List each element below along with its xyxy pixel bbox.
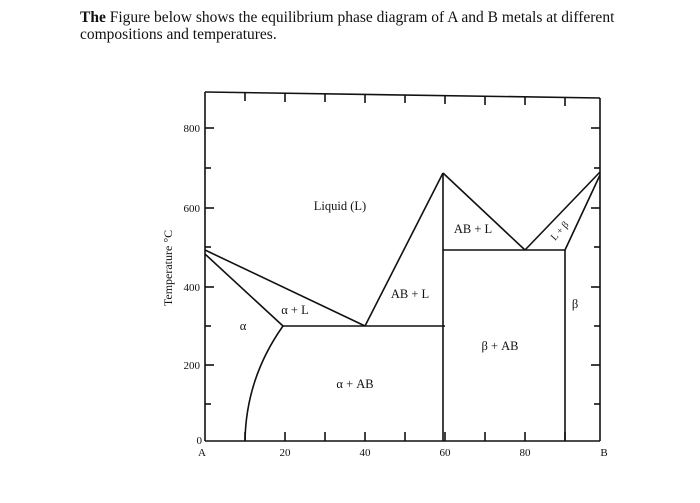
region-beta: β — [571, 297, 579, 311]
region-beta-ab: β + AB — [481, 339, 519, 353]
x-tick-label: 60 — [439, 447, 451, 459]
x-tick-label: 20 — [279, 447, 291, 459]
region-alpha-l: α + L — [281, 303, 309, 317]
y-tick-label: 0 — [196, 435, 202, 447]
solidus-alpha — [205, 254, 283, 326]
liquidus-ab-left — [365, 173, 443, 326]
region-ab-l-right: AB + L — [453, 222, 493, 236]
solidus-beta — [565, 175, 600, 250]
solvus-alpha — [245, 326, 283, 441]
region-alpha: α — [239, 319, 247, 333]
frame-top — [205, 92, 600, 98]
x-end-label-b: B — [600, 447, 608, 459]
y-tick-label: 800 — [183, 123, 200, 135]
y-tick-label: 400 — [183, 282, 200, 294]
region-l-beta: L + β — [548, 219, 572, 243]
y-axis-title: Temperature °C — [161, 229, 175, 307]
question-body: Figure below shows the equilibrium phase diagram of A and B metals at different compositions and temperatures. — [80, 9, 615, 43]
liquidus-ab-right — [443, 173, 525, 250]
x-tick-label: 80 — [519, 447, 531, 459]
liquidus-beta — [525, 172, 600, 250]
y-tick-label: 600 — [183, 203, 200, 215]
x-end-label-a: A — [198, 447, 206, 459]
question-lead: The — [80, 9, 106, 26]
region-ab-l-left: AB + L — [390, 287, 430, 301]
region-liquid: Liquid (L) — [313, 199, 367, 213]
x-tick-label: 40 — [359, 447, 371, 459]
y-tick-label: 200 — [183, 360, 200, 372]
region-alpha-ab: α + AB — [336, 377, 374, 391]
